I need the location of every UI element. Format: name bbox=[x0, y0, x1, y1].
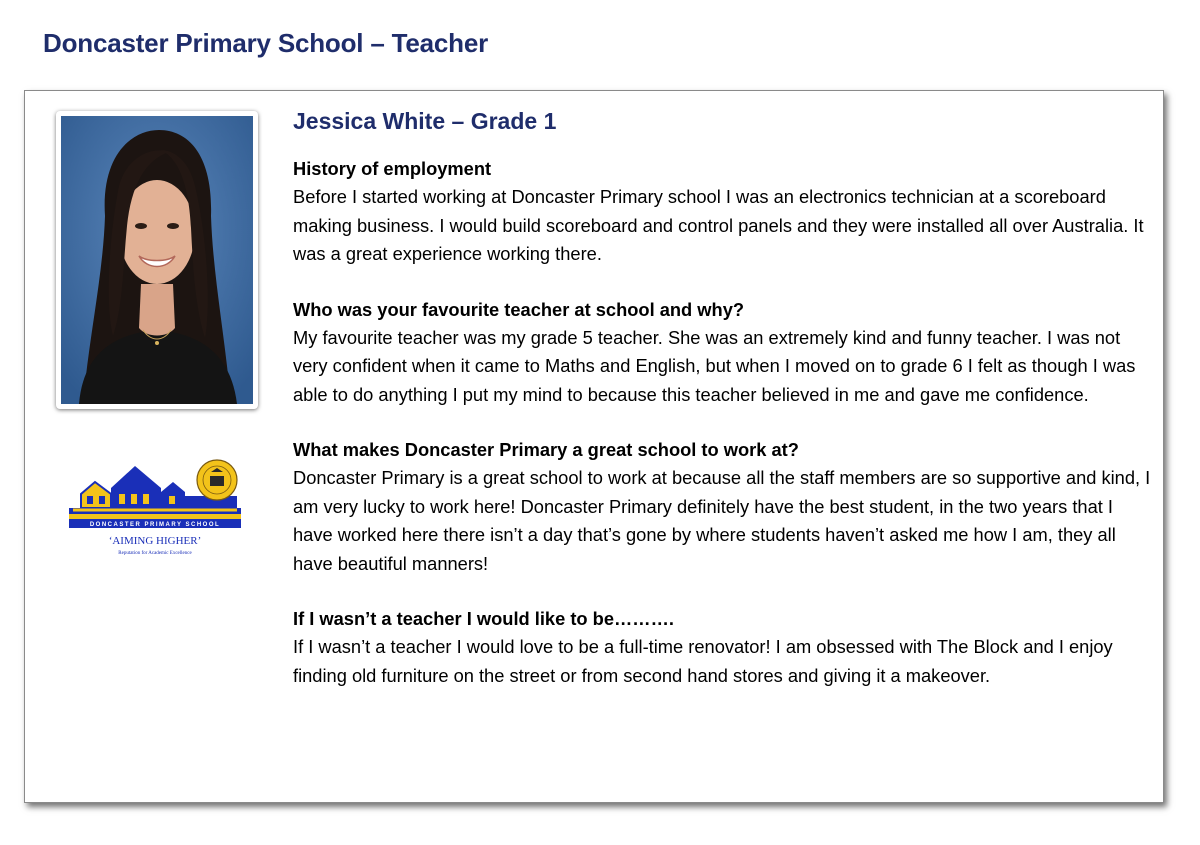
qa-section bbox=[293, 605, 1155, 690]
logo-tagline: Reputation for Academic Excellence bbox=[118, 551, 192, 556]
logo-school-name: DONCASTER PRIMARY SCHOOL bbox=[89, 522, 221, 528]
teacher-photo bbox=[56, 111, 258, 409]
school-logo bbox=[65, 458, 245, 562]
question: What makes Doncaster Primary a great school to work at? bbox=[293, 439, 799, 460]
teacher-name: Jessica White – Grade 1 bbox=[293, 108, 557, 134]
qa-section bbox=[293, 436, 1155, 578]
teacher-profile-card bbox=[24, 90, 1164, 803]
portrait-image bbox=[61, 116, 253, 404]
question: History of employment bbox=[293, 158, 492, 179]
question: If I wasn’t a teacher I would like to be………. bbox=[293, 608, 674, 629]
answer: Doncaster Primary is a great school to work at because all the staff members are so supportive and kind, I am very lucky to work here! Doncaster Primary definitely have the best student, in the two years that I have worked here there isn’t a day that’s gone by where students haven’t asked me how I am, they all have beautiful manners! bbox=[293, 467, 1151, 574]
logo-motto: ‘AIMING HIGHER’ bbox=[108, 535, 202, 547]
answer: Before I started working at Doncaster Primary school I was an electronics technician at a scoreboard making business. I would build scoreboard and control panels and they were installed all over Australia. It was a great experience working there. bbox=[293, 186, 1144, 264]
profile-content bbox=[293, 103, 1155, 717]
page-title: Doncaster Primary School – Teacher bbox=[43, 28, 489, 58]
qa-section bbox=[293, 296, 1155, 410]
answer: If I wasn’t a teacher I would love to be a full-time renovator! I am obsessed with The Block and I enjoy finding old furniture on the street or from second hand stores and giving it a makeover. bbox=[293, 636, 1113, 686]
qa-section bbox=[293, 155, 1155, 269]
question: Who was your favourite teacher at school and why? bbox=[293, 298, 745, 320]
answer: My favourite teacher was my grade 5 teacher. She was an extremely kind and funny teacher. I was not very confident when it came to Maths and English, but when I moved on to grade 6 I felt as though I was able to do anything I put my mind to because this teacher believed in me and gave me confidence. bbox=[293, 326, 1136, 405]
